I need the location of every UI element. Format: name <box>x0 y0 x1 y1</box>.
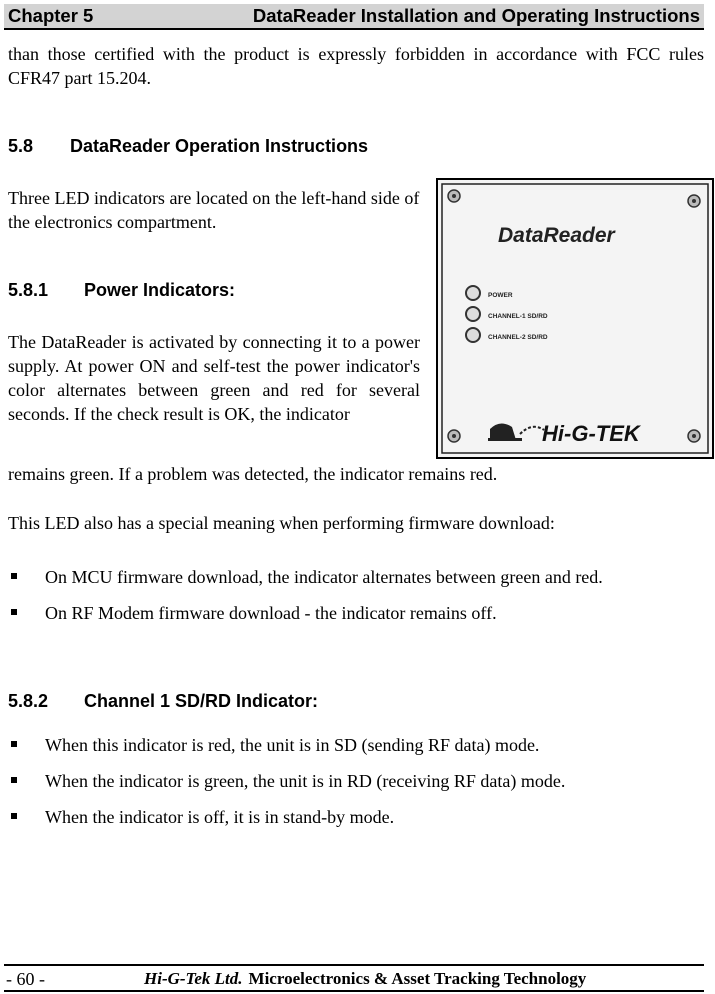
bullet-square-icon <box>11 573 17 579</box>
power-led-icon <box>466 286 480 300</box>
power-indicator-paragraph-continued: remains green. If a problem was detected, the indicator remains red. <box>8 464 498 484</box>
section-heading-5-8-2 <box>8 691 318 712</box>
company-tagline: Microelectronics & Asset Tracking Technology <box>248 969 587 988</box>
list-item <box>8 805 704 829</box>
screw-icon <box>688 195 700 207</box>
firmware-download-intro: This LED also has a special meaning when performing firmware download: <box>8 513 555 533</box>
section-title: Power Indicators: <box>84 280 236 300</box>
section-number: 5.8.1 <box>8 280 49 300</box>
led-label-channel-1: CHANNEL-1 SD/RD <box>488 313 548 320</box>
list-item <box>8 769 704 793</box>
channel1-led-icon <box>466 307 480 321</box>
power-indicator-bullets <box>8 565 704 637</box>
led-intro-paragraph: Three LED indicators are located on the left-hand side of the electronics compartment. <box>8 188 420 232</box>
intro-paragraph: than those certified with the product is expressly forbidden in accordance with FCC rules CFR47 part 15.204. <box>8 44 704 88</box>
list-item <box>8 733 704 757</box>
section-heading-5-8 <box>8 136 368 157</box>
chapter-header <box>4 4 704 30</box>
section-number: 5.8.2 <box>8 691 49 711</box>
screw-icon <box>448 430 460 442</box>
footer-bottom-divider <box>4 990 704 992</box>
bullet-square-icon <box>11 813 17 819</box>
section-heading-5-8-1 <box>8 280 235 301</box>
bullet-square-icon <box>11 741 17 747</box>
page-footer <box>6 968 702 990</box>
footer-divider <box>4 964 704 966</box>
list-item <box>8 565 704 589</box>
bullet-text: When the indicator is green, the unit is in RD (receiving RF data) mode. <box>45 771 566 791</box>
chapter-number: Chapter 5 <box>8 5 94 26</box>
panel-title: DataReader <box>498 224 615 247</box>
led-label-channel-2: CHANNEL-2 SD/RD <box>488 334 548 341</box>
channel2-led-icon <box>466 328 480 342</box>
datareader-panel-image <box>436 178 714 459</box>
led-label-power: POWER <box>488 292 513 299</box>
page-number: - 60 - <box>6 968 45 989</box>
logo-text: Hi-G-TEK <box>542 421 640 446</box>
chapter-title: DataReader Installation and Operating Instructions <box>252 5 700 26</box>
bullet-text: When this indicator is red, the unit is in SD (sending RF data) mode. <box>45 735 540 755</box>
bullet-text: When the indicator is off, it is in stand-by mode. <box>45 807 395 827</box>
screw-icon <box>688 430 700 442</box>
company-name: Hi-G-Tek Ltd. <box>144 969 243 988</box>
bullet-square-icon <box>11 609 17 615</box>
bullet-square-icon <box>11 777 17 783</box>
power-indicator-paragraph: The DataReader is activated by connecting it to a power supply. At power ON and self-test the power indicator's color alternates between green and red for several seconds. If the check result is OK, the indicator <box>8 332 420 424</box>
screw-icon <box>448 190 460 202</box>
section-title: DataReader Operation Instructions <box>70 136 369 156</box>
bullet-text: On RF Modem firmware download - the indicator remains off. <box>45 603 497 623</box>
list-item <box>8 601 704 625</box>
section-title: Channel 1 SD/RD Indicator: <box>84 691 319 711</box>
section-number: 5.8 <box>8 136 34 156</box>
bullet-text: On MCU firmware download, the indicator alternates between green and red. <box>45 567 603 587</box>
channel-indicator-bullets <box>8 733 704 841</box>
